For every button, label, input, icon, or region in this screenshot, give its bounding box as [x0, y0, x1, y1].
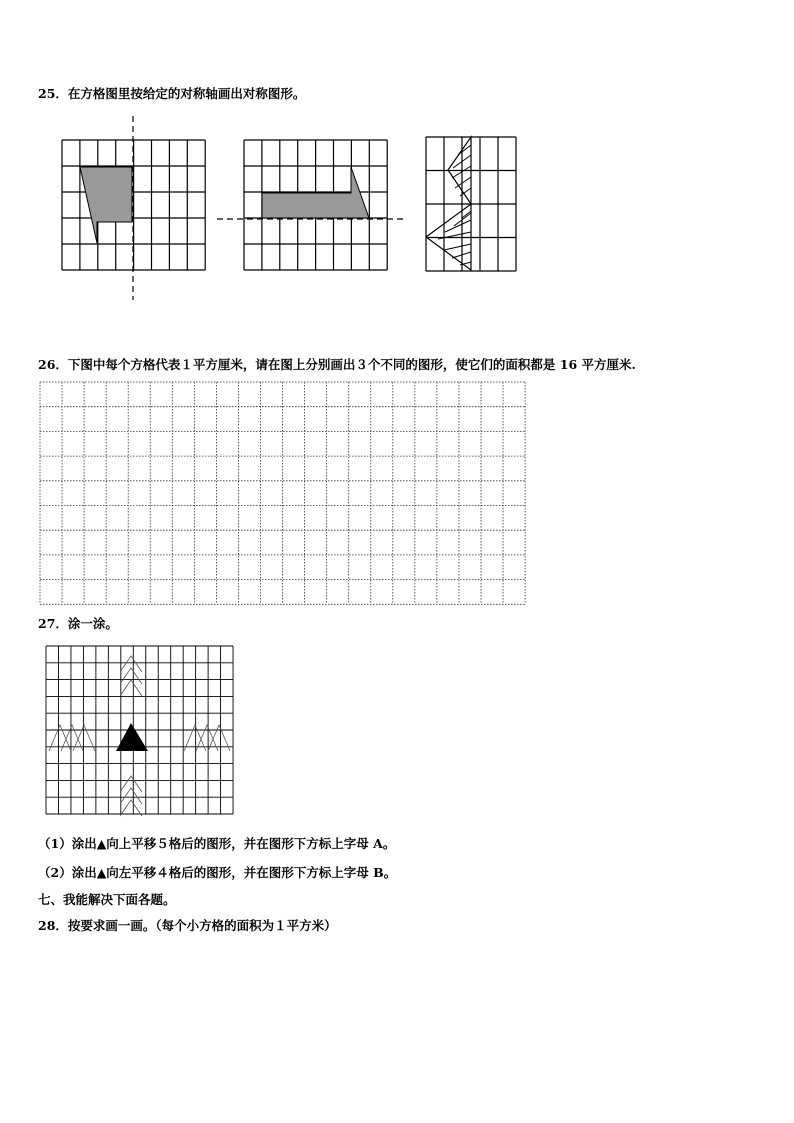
q25-shape-1: [80, 167, 132, 243]
section-7-heading: 七、我能解决下面各题。: [38, 892, 176, 907]
question-27-part-2: （2）涂出▲向左平移４格后的图形，并在图形下方标上字母 B。: [38, 865, 397, 880]
outline-triangle: [120, 680, 142, 696]
question-26-text: 26．下图中每个方格代表１平方厘米，请在图上分别画出３个不同的图形，使它们的面积都是 16 平方厘米.: [38, 357, 636, 372]
outline-triangle: [120, 776, 142, 792]
outline-triangle: [120, 788, 142, 804]
hatch-line: [444, 244, 471, 250]
outline-triangle: [120, 668, 142, 684]
question-28-text: 28．按要求画一画。（每个小方格的面积为１平方米）: [38, 918, 337, 933]
q25-grid-1: [62, 140, 205, 270]
question-27-text: 27．涂一涂。: [38, 616, 118, 631]
question-27-part-1: （1）涂出▲向上平移５格后的图形，并在图形下方标上字母 A。: [38, 836, 396, 851]
hatch-line: [455, 177, 471, 188]
q26-grid: [40, 382, 525, 604]
question-25-text: 25．在方格图里按给定的对称轴画出对称图形。: [38, 86, 306, 101]
outline-triangle: [120, 656, 142, 672]
hatch-line: [445, 220, 471, 232]
